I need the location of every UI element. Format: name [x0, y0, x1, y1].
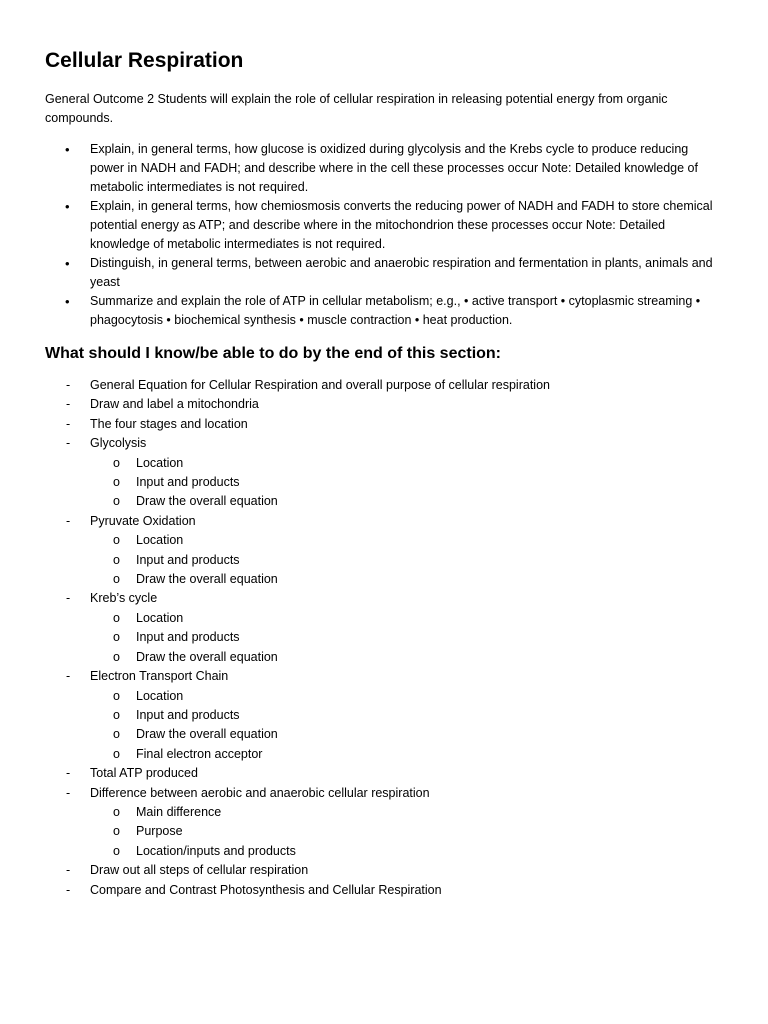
outline-subitem	[45, 842, 722, 861]
outline-subitem-text: Main difference	[136, 804, 222, 819]
dash-icon: -	[66, 785, 71, 800]
outline-item	[45, 784, 722, 803]
outline-subitem	[45, 570, 722, 589]
outline-subitem-text: Draw the overall equation	[136, 572, 278, 587]
dash-icon: -	[66, 436, 71, 451]
outline-item	[45, 667, 722, 686]
circle-bullet-icon: o	[113, 475, 120, 490]
circle-bullet-icon: o	[113, 494, 120, 509]
outline-subitem	[45, 609, 722, 628]
outline-subitem-text: Input and products	[136, 475, 240, 490]
outline-item-text: The four stages and location	[90, 416, 248, 431]
outline-item-text: Draw and label a mitochondria	[90, 397, 259, 412]
outline-subitem	[45, 628, 722, 647]
outline-item	[45, 434, 722, 453]
outline-item-text: Draw out all steps of cellular respiration	[90, 863, 309, 878]
circle-bullet-icon: o	[113, 610, 120, 625]
dash-icon: -	[66, 397, 71, 412]
outcome-bullet-text: Summarize and explain the role of ATP in cellular metabolism; e.g., • active transport • cytoplasmic streaming • phagocytosis • biochemical synthesis • muscle contraction • heat production.	[90, 294, 701, 327]
outline-subitem	[45, 803, 722, 822]
outline-subitem-text: Location/inputs and products	[136, 843, 296, 858]
outcome-bullet-text: Distinguish, in general terms, between aerobic and anaerobic respiration and fermentation in plants, animals and yeast	[90, 256, 713, 289]
circle-bullet-icon: o	[113, 455, 120, 470]
circle-bullet-icon: o	[113, 688, 120, 703]
outline-item-text: Total ATP produced	[90, 766, 198, 781]
outline-item-text: Glycolysis	[90, 436, 147, 451]
circle-bullet-icon: o	[113, 804, 120, 819]
dash-icon: -	[66, 513, 71, 528]
outline-subitem-text: Input and products	[136, 630, 240, 645]
outline-subitem	[45, 687, 722, 706]
outline-subitem-text: Purpose	[136, 824, 183, 839]
circle-bullet-icon: o	[113, 630, 120, 645]
outline-subitem-text: Final electron acceptor	[136, 746, 263, 761]
outcome-bullet-item	[45, 140, 722, 197]
bullet-icon: •	[65, 256, 70, 271]
outline-subitem-text: Draw the overall equation	[136, 649, 278, 664]
section-subheading: What should I know/be able to do by the end of this section:	[45, 345, 502, 362]
dash-icon: -	[66, 669, 71, 684]
outline-subitem	[45, 822, 722, 841]
outline-item	[45, 589, 722, 608]
outline-subitem-text: Input and products	[136, 552, 240, 567]
outline-subitem-text: Draw the overall equation	[136, 727, 278, 742]
outline-subitem	[45, 706, 722, 725]
outline-subitem	[45, 648, 722, 667]
outline-item-text: Pyruvate Oxidation	[90, 513, 196, 528]
page-title: Cellular Respiration	[45, 49, 244, 72]
outline-subitem	[45, 551, 722, 570]
general-outcome-text: General Outcome 2 Students will explain the role of cellular respiration in releasing potential energy from organic compounds.	[45, 92, 668, 125]
bullet-icon: •	[65, 199, 70, 214]
dash-icon: -	[66, 591, 71, 606]
outline-subitem	[45, 454, 722, 473]
circle-bullet-icon: o	[113, 843, 120, 858]
outline-item	[45, 861, 722, 880]
circle-bullet-icon: o	[113, 572, 120, 587]
outline-subitem-text: Location	[136, 533, 184, 548]
outline-subitem	[45, 473, 722, 492]
circle-bullet-icon: o	[113, 649, 120, 664]
outline-subitem-text: Location	[136, 455, 184, 470]
outline-subitem-text: Draw the overall equation	[136, 494, 278, 509]
outcome-bullet-item	[45, 292, 722, 330]
dash-icon: -	[66, 416, 71, 431]
outline-subitem	[45, 531, 722, 550]
outline-item	[45, 764, 722, 783]
outline-item	[45, 376, 722, 395]
outline-item-text: Compare and Contrast Photosynthesis and Cellular Respiration	[90, 882, 442, 897]
circle-bullet-icon: o	[113, 533, 120, 548]
outline-subitem	[45, 492, 722, 511]
outcome-bullet-item	[45, 254, 722, 292]
dash-icon: -	[66, 378, 71, 392]
dash-icon: -	[66, 766, 71, 781]
outline-item-text: General Equation for Cellular Respiration and overall purpose of cellular respiration	[90, 378, 550, 392]
outline-item-text: Electron Transport Chain	[90, 669, 229, 684]
outline-item	[45, 881, 722, 900]
circle-bullet-icon: o	[113, 727, 120, 742]
outcome-bullet-text: Explain, in general terms, how chemiosmosis converts the reducing power of NADH and FADH to store chemical potential energy as ATP; and describe where in the mitochondrion these processes occur Note: Detailed knowledge of metabolic intermediates is not required.	[90, 199, 713, 251]
outcome-bullet-text: Explain, in general terms, how glucose is oxidized during glycolysis and the Krebs cycle to produce reducing power in NADH and FADH; and describe where in the cell these processes occur Note: Detailed knowledge of metabolic intermediates is not required.	[90, 142, 698, 194]
circle-bullet-icon: o	[113, 552, 120, 567]
circle-bullet-icon: o	[113, 824, 120, 839]
bullet-icon: •	[65, 294, 70, 309]
outline-item	[45, 512, 722, 531]
dash-icon: -	[66, 882, 71, 897]
outline-subitem-text: Location	[136, 688, 184, 703]
learning-outline-list	[45, 376, 722, 900]
outcome-bullet-item	[45, 197, 722, 254]
bullet-icon: •	[65, 142, 70, 157]
outline-subitem	[45, 745, 722, 764]
outline-item	[45, 395, 722, 414]
circle-bullet-icon: o	[113, 707, 120, 722]
outline-item	[45, 415, 722, 434]
outline-item-text: Difference between aerobic and anaerobic cellular respiration	[90, 785, 430, 800]
outline-subitem-text: Input and products	[136, 707, 240, 722]
outline-subitem-text: Location	[136, 610, 184, 625]
outline-item-text: Kreb’s cycle	[90, 591, 158, 606]
circle-bullet-icon: o	[113, 746, 120, 761]
outline-subitem	[45, 725, 722, 744]
dash-icon: -	[66, 863, 71, 878]
outcome-bullet-list	[45, 140, 722, 330]
